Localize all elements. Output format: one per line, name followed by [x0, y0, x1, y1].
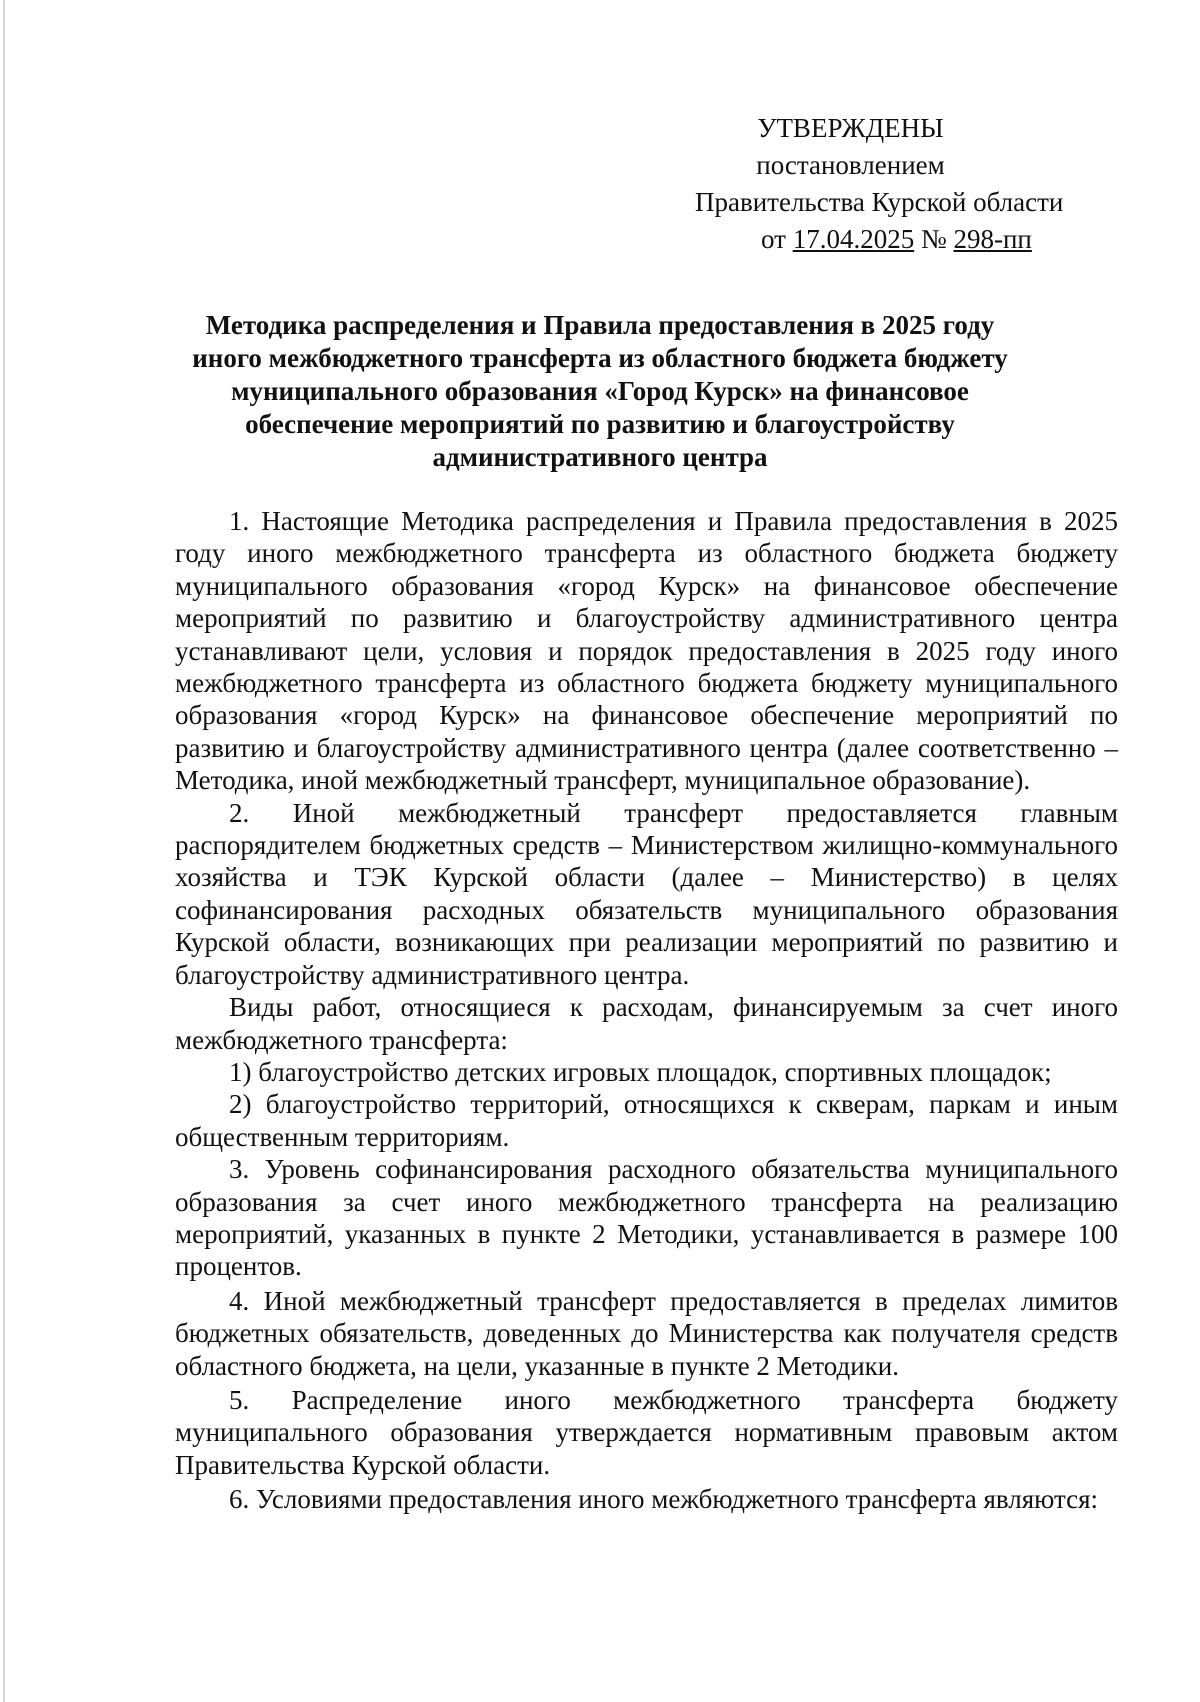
approval-date: 17.04.2025 — [792, 224, 915, 254]
approval-title: УТВЕРЖДЕНЫ — [757, 113, 944, 143]
title-line: обеспечение мероприятий по развитию и благоустройству — [245, 409, 955, 439]
title-line: Методика распределения и Правила предоставления в 2025 году — [205, 310, 995, 340]
paragraph-6: 6. Условиями предоставления иного межбюджетного трансферта являются: — [229, 1484, 1099, 1515]
list-item-2: 2) благоустройство территорий, относящихся к скверам, паркам и иным общественным территориям. — [175, 1089, 1118, 1152]
paragraph-4: 4. Иной межбюджетный трансферт предоставляется в пределах лимитов бюджетных обязательств, доведенных до Министерства как получателя средств областного бюджета, на цели, указанные в пункте 2 Методики. — [175, 1285, 1118, 1381]
paragraph-3: 3. Уровень софинансирования расходного обязательства муниципального образования за счет иного межбюджетного трансферта на реализацию мероприятий, указанных в пункте 2 Методики, устанавливается в размере 100 процентов. — [175, 1154, 1118, 1282]
approval-date-line — [761, 221, 1181, 258]
paragraph-5: 5. Распределение иного межбюджетного трансферта бюджету муниципального образования утверждается нормативным правовым актом Правительства Курской области. — [175, 1384, 1118, 1480]
title-line: административного центра — [432, 442, 768, 472]
list-item-1: 1) благоустройство детских игровых площадок, спортивных площадок; — [229, 1056, 1052, 1087]
approval-resolution: постановлением — [756, 150, 945, 180]
approval-date-prefix: от — [761, 224, 793, 254]
scan-edge-line — [3, 0, 5, 1702]
document-title — [170, 309, 1030, 474]
approval-number: 298-пп — [953, 224, 1032, 254]
title-line: муниципального образования «Город Курск» на финансовое — [231, 376, 969, 406]
document-body — [175, 505, 1118, 1516]
approval-number-prefix: № — [914, 224, 954, 254]
paragraph-1: 1. Настоящие Методика распределения и Правила предоставления в 2025 году иного межбюджетного трансферта из областного бюджета бюджету муниципального образования «город Курск» на финансовое обеспечение мероприятий по развитию и благоустройству административного центра устанавливают цели, условия и порядок предоставления в 2025 году иного межбюджетного трансферта из областного бюджета бюджету муниципального образования «город Курск» на финансовое обеспечение мероприятий по развитию и благоустройству административного центра (далее соответственно – Методика, иной межбюджетный трансферт, муниципальное образование). — [175, 506, 1118, 796]
paragraph-work-types: Виды работ, относящиеся к расходам, финансируемым за счет иного межбюджетного трансферта: — [175, 992, 1118, 1055]
approval-block — [695, 110, 1120, 258]
title-line: иного межбюджетного трансферта из областного бюджета бюджету — [192, 343, 1008, 373]
approval-government: Правительства Курской области — [695, 187, 1064, 217]
paragraph-2: 2. Иной межбюджетный трансферт предоставляется главным распорядителем бюджетных средств – Министерством жилищно-коммунального хозяйства и ТЭК Курской области (далее – Министерство) в целях софинансирования расходных обязательств муниципального образования Курской области, возникающих при реализации мероприятий по развитию и благоустройству административного центра. — [175, 797, 1118, 990]
